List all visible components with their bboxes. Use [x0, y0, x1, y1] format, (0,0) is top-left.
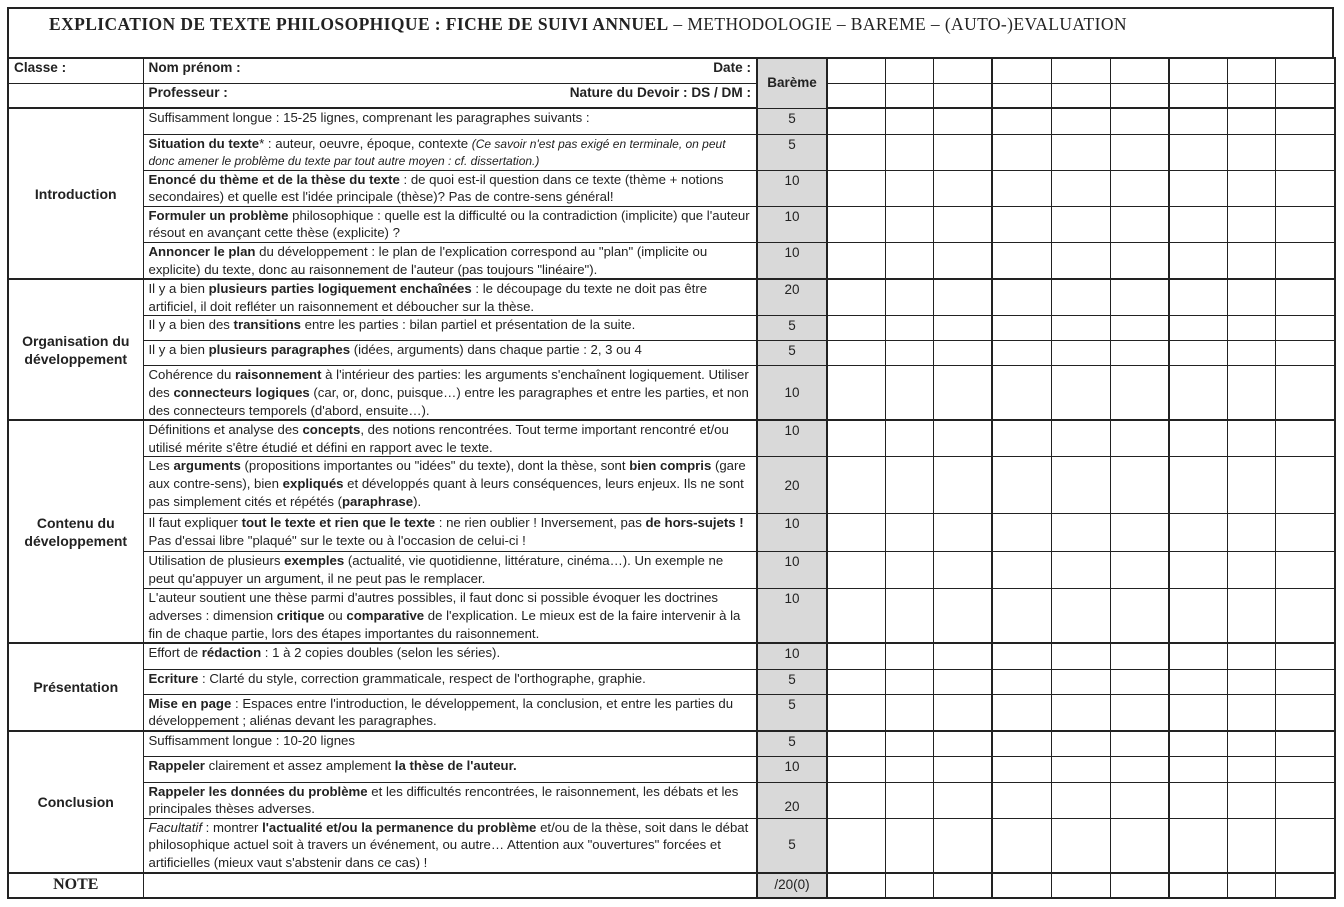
note-label: NOTE — [8, 873, 143, 898]
score-cell[interactable] — [1169, 457, 1227, 514]
criterion-text: Il y a bien plusieurs paragraphes (idées, arguments) dans chaque partie : 2, 3 ou 4 — [143, 341, 757, 366]
score-cell[interactable] — [1275, 134, 1335, 170]
criterion-row — [8, 134, 1335, 170]
score-cell[interactable] — [992, 457, 1051, 514]
score-cell[interactable] — [933, 170, 992, 206]
score-cell[interactable] — [1051, 873, 1110, 898]
score-cell[interactable] — [1110, 643, 1169, 669]
score-cell[interactable] — [1051, 420, 1110, 457]
score-cell[interactable] — [1169, 170, 1227, 206]
score-cell[interactable] — [827, 818, 885, 872]
score-cell[interactable] — [1110, 457, 1169, 514]
score-cell[interactable] — [1051, 170, 1110, 206]
criterion-row — [8, 782, 1335, 818]
score-cell[interactable] — [1051, 589, 1110, 643]
score-cell[interactable] — [1110, 818, 1169, 872]
score-cell[interactable] — [1051, 243, 1110, 280]
points-value: 5 — [757, 818, 827, 872]
nom-label: Nom prénom : — [148, 60, 241, 75]
score-cell[interactable] — [992, 731, 1051, 756]
score-cell[interactable] — [1227, 731, 1275, 756]
score-cell[interactable] — [1227, 643, 1275, 669]
score-cell[interactable] — [1051, 279, 1110, 316]
score-cell[interactable] — [885, 818, 933, 872]
score-cell[interactable] — [933, 731, 992, 756]
criterion-text: Rappeler clairement et assez amplement la thèse de l'auteur. — [143, 756, 757, 782]
score-cell[interactable] — [1275, 279, 1335, 316]
points-value: 5 — [757, 341, 827, 366]
score-cell[interactable] — [1275, 818, 1335, 872]
criterion-row — [8, 316, 1335, 341]
score-cell[interactable] — [933, 134, 992, 170]
score-cell[interactable] — [1051, 782, 1110, 818]
score-cell[interactable] — [1110, 420, 1169, 457]
points-value: 5 — [757, 669, 827, 694]
score-cell[interactable] — [827, 420, 885, 457]
criterion-text: L'auteur soutient une thèse parmi d'autres possibles, il faut donc si possible évoquer les doctrines adverses : dimension critique ou comparative de l'explication. Le mieux est de la faire intervenir à la fin de chaque partie, lors des étapes importantes du raisonnement. — [143, 589, 757, 643]
score-cell[interactable] — [885, 420, 933, 457]
score-cell[interactable] — [885, 341, 933, 366]
score-cell[interactable] — [1110, 782, 1169, 818]
criterion-row — [8, 457, 1335, 514]
score-cell[interactable] — [1275, 420, 1335, 457]
score-cell[interactable] — [827, 366, 885, 420]
score-cell[interactable] — [1051, 341, 1110, 366]
points-value: 10 — [757, 206, 827, 242]
score-cell[interactable] — [1169, 669, 1227, 694]
score-cell[interactable] — [1169, 782, 1227, 818]
score-cell[interactable] — [827, 316, 885, 341]
score-cell[interactable] — [992, 552, 1051, 589]
score-cell[interactable] — [1110, 341, 1169, 366]
score-cell[interactable] — [1275, 170, 1335, 206]
points-value: 20 — [757, 457, 827, 514]
evaluation-table — [7, 57, 1336, 899]
score-cell[interactable] — [1227, 457, 1275, 514]
score-cell[interactable] — [1051, 756, 1110, 782]
score-cell[interactable] — [1110, 279, 1169, 316]
score-cell[interactable] — [992, 694, 1051, 731]
score-cell[interactable] — [1051, 552, 1110, 589]
score-cell[interactable] — [827, 669, 885, 694]
score-cell[interactable] — [1051, 818, 1110, 872]
score-cell[interactable] — [1275, 756, 1335, 782]
score-cell[interactable] — [1275, 782, 1335, 818]
score-cell[interactable] — [1110, 134, 1169, 170]
score-cell[interactable] — [1227, 134, 1275, 170]
points-value: 10 — [757, 170, 827, 206]
score-cell[interactable] — [1227, 366, 1275, 420]
score-cell[interactable] — [1227, 818, 1275, 872]
criterion-text: Mise en page : Espaces entre l'introduction, le développement, la conclusion, et entre les parties du développement ; aliénas devant les paragraphes. — [143, 694, 757, 731]
criterion-text: Cohérence du raisonnement à l'intérieur des parties: les arguments s'enchaînent logiquement. Utiliser des connecteurs logiques (car, or, donc, puisque…) entre les paragraphes et entre les parties, et non des connecteurs temporels (d'abord, ensuite…). — [143, 366, 757, 420]
points-value: 10 — [757, 366, 827, 420]
score-cell[interactable] — [1169, 552, 1227, 589]
score-cell[interactable] — [1227, 108, 1275, 134]
criterion-row — [8, 694, 1335, 731]
score-cell[interactable] — [933, 366, 992, 420]
criterion-text: Il faut expliquer tout le texte et rien que le texte : ne rien oublier ! Inversement, pas de hors-sujets ! Pas d'essai libre "plaqué" sur le texte ou à l'occasion de celui-ci ! — [143, 514, 757, 552]
criterion-row — [8, 552, 1335, 589]
criterion-text: Rappeler les données du problème et les difficultés rencontrées, le raisonnement, les débats et les principales thèses adverses. — [143, 782, 757, 818]
score-cell[interactable] — [1227, 552, 1275, 589]
points-value: 5 — [757, 108, 827, 134]
score-cell[interactable] — [1227, 514, 1275, 552]
note-blank — [143, 873, 757, 898]
criterion-row — [8, 108, 1335, 134]
criterion-text: Facultatif : montrer l'actualité et/ou la permanence du problème et/ou de la thèse, soit dans le débat philosophique actuel soit à travers un événement, ou autre… Attention aux "ouvertures" forcées et artificielles (mieux vaut s'abstenir dans ce cas) ! — [143, 818, 757, 872]
score-cell[interactable] — [1227, 170, 1275, 206]
score-cell[interactable] — [992, 818, 1051, 872]
criterion-row — [8, 279, 1335, 316]
score-cell[interactable] — [827, 206, 885, 242]
score-cell[interactable] — [1275, 514, 1335, 552]
criterion-text: Définitions et analyse des concepts, des notions rencontrées. Tout terme important rencontré et/ou utilisé mérite s'être étudié et défini en rapport avec le texte. — [143, 420, 757, 457]
score-cell[interactable] — [827, 731, 885, 756]
score-cell[interactable] — [1169, 589, 1227, 643]
score-cell[interactable] — [1110, 316, 1169, 341]
score-cell[interactable] — [827, 134, 885, 170]
score-cell[interactable] — [933, 457, 992, 514]
score-cell[interactable] — [1275, 457, 1335, 514]
score-cell[interactable] — [1051, 206, 1110, 242]
criterion-text: Suffisamment longue : 10-20 lignes — [143, 731, 757, 756]
evaluation-sheet — [7, 7, 1334, 901]
score-cell[interactable] — [885, 316, 933, 341]
score-cell[interactable] — [1110, 206, 1169, 242]
score-cell[interactable] — [933, 552, 992, 589]
criterion-text: Situation du texte* : auteur, oeuvre, époque, contexte (Ce savoir n'est pas exigé en terminale, on peut donc amener le problème du texte par tout autre moyen : cf. dissertation.) — [143, 134, 757, 170]
score-cell[interactable] — [885, 694, 933, 731]
score-cell[interactable] — [1110, 243, 1169, 280]
criterion-row — [8, 243, 1335, 280]
score-cell[interactable] — [1275, 552, 1335, 589]
score-cell[interactable] — [992, 756, 1051, 782]
score-cell[interactable] — [885, 552, 933, 589]
points-value: 10 — [757, 514, 827, 552]
score-cell[interactable] — [1169, 134, 1227, 170]
score-cell[interactable] — [1169, 731, 1227, 756]
score-cell[interactable] — [1051, 134, 1110, 170]
score-cell[interactable] — [1110, 873, 1169, 898]
score-cell[interactable] — [885, 731, 933, 756]
section-label: Introduction — [8, 108, 143, 279]
score-cell[interactable] — [885, 589, 933, 643]
score-cell[interactable] — [827, 782, 885, 818]
score-cell[interactable] — [1169, 108, 1227, 134]
score-cell[interactable] — [1051, 316, 1110, 341]
score-cell[interactable] — [933, 669, 992, 694]
score-cell[interactable] — [1275, 366, 1335, 420]
score-cell[interactable] — [827, 552, 885, 589]
score-cell[interactable] — [885, 782, 933, 818]
score-cell[interactable] — [933, 782, 992, 818]
score-cell[interactable] — [1110, 366, 1169, 420]
note-value: /20(0) — [757, 873, 827, 898]
score-cell[interactable] — [885, 206, 933, 242]
score-cell[interactable] — [933, 514, 992, 552]
score-cell[interactable] — [827, 694, 885, 731]
score-cell[interactable] — [1110, 589, 1169, 643]
score-cell[interactable] — [885, 279, 933, 316]
score-cell[interactable] — [1227, 316, 1275, 341]
score-cell[interactable] — [885, 108, 933, 134]
score-cell[interactable] — [1169, 873, 1227, 898]
points-value: 5 — [757, 731, 827, 756]
score-cell[interactable] — [1227, 243, 1275, 280]
criterion-text: Annoncer le plan du développement : le plan de l'explication correspond au "plan" (implicite ou explicite) du texte, donc au raisonnement de l'auteur (pas toujours "linéaire"). — [143, 243, 757, 280]
score-cell[interactable] — [1051, 514, 1110, 552]
score-cell[interactable] — [992, 366, 1051, 420]
score-cell[interactable] — [1275, 243, 1335, 280]
criterion-text: Il y a bien des transitions entre les parties : bilan partiel et présentation de la suite. — [143, 316, 757, 341]
score-cell[interactable] — [992, 243, 1051, 280]
score-cell[interactable] — [1275, 643, 1335, 669]
score-cell[interactable] — [1275, 731, 1335, 756]
score-cell[interactable] — [992, 170, 1051, 206]
score-cell[interactable] — [1169, 818, 1227, 872]
criterion-row — [8, 643, 1335, 669]
criterion-text: Effort de rédaction : 1 à 2 copies doubles (selon les séries). — [143, 643, 757, 669]
score-cell[interactable] — [1275, 206, 1335, 242]
score-cell[interactable] — [1227, 694, 1275, 731]
criterion-row — [8, 514, 1335, 552]
score-cell[interactable] — [885, 170, 933, 206]
score-cell[interactable] — [1169, 420, 1227, 457]
score-cell[interactable] — [933, 694, 992, 731]
score-cell[interactable] — [992, 514, 1051, 552]
classe-label: Classe : — [8, 58, 143, 83]
score-cell[interactable] — [827, 170, 885, 206]
date-label: Date : — [713, 60, 751, 75]
criterion-text: Enoncé du thème et de la thèse du texte : de quoi est-il question dans ce texte (thème + notions secondaires) et quelle est l'idée principale (thèse)? Pas de contre-sens général! — [143, 170, 757, 206]
score-cell[interactable] — [992, 669, 1051, 694]
criterion-text: Il y a bien plusieurs parties logiquement enchaînées : le découpage du texte ne doit pas être artificiel, il doit refléter un raisonnement et déboucher sur la thèse. — [143, 279, 757, 316]
score-cell[interactable] — [933, 818, 992, 872]
score-cell[interactable] — [1227, 756, 1275, 782]
criterion-row — [8, 420, 1335, 457]
score-cell[interactable] — [1275, 589, 1335, 643]
score-cell[interactable] — [1169, 756, 1227, 782]
points-value: 5 — [757, 134, 827, 170]
score-cell[interactable] — [827, 514, 885, 552]
score-cell[interactable] — [885, 756, 933, 782]
criterion-text: Ecriture : Clarté du style, correction grammaticale, respect de l'orthographe, graphie. — [143, 669, 757, 694]
score-cell[interactable] — [1110, 731, 1169, 756]
score-cell[interactable] — [1169, 206, 1227, 242]
points-value: 5 — [757, 316, 827, 341]
score-cell[interactable] — [827, 108, 885, 134]
score-cell[interactable] — [1051, 669, 1110, 694]
score-cell[interactable] — [827, 589, 885, 643]
score-cell[interactable] — [992, 782, 1051, 818]
score-cell[interactable] — [992, 206, 1051, 242]
nature-label: Nature du Devoir : DS / DM : — [569, 84, 751, 100]
score-cell[interactable] — [827, 457, 885, 514]
score-cell[interactable] — [1110, 552, 1169, 589]
score-cell[interactable] — [1051, 694, 1110, 731]
score-cell[interactable] — [992, 316, 1051, 341]
professeur-label: Professeur : — [148, 84, 228, 100]
criterion-row — [8, 731, 1335, 756]
score-cell[interactable] — [933, 206, 992, 242]
points-value: 10 — [757, 420, 827, 457]
score-cell[interactable] — [827, 756, 885, 782]
score-cell[interactable] — [933, 756, 992, 782]
score-cell[interactable] — [1051, 366, 1110, 420]
score-cell[interactable] — [1275, 873, 1335, 898]
score-cell[interactable] — [1227, 279, 1275, 316]
score-cell[interactable] — [885, 243, 933, 280]
score-cell[interactable] — [992, 134, 1051, 170]
score-cell[interactable] — [1169, 279, 1227, 316]
score-cell[interactable] — [933, 873, 992, 898]
score-cell[interactable] — [1275, 316, 1335, 341]
score-cell[interactable] — [1110, 694, 1169, 731]
score-cell[interactable] — [933, 243, 992, 280]
score-cell[interactable] — [885, 134, 933, 170]
score-cell[interactable] — [1169, 694, 1227, 731]
points-value: 10 — [757, 552, 827, 589]
score-cell[interactable] — [933, 643, 992, 669]
score-cell[interactable] — [1275, 694, 1335, 731]
criterion-text: Suffisamment longue : 15-25 lignes, comprenant les paragraphes suivants : — [143, 108, 757, 134]
points-value: 10 — [757, 756, 827, 782]
score-cell[interactable] — [1169, 514, 1227, 552]
score-cell[interactable] — [1051, 731, 1110, 756]
score-cell[interactable] — [885, 514, 933, 552]
score-cell[interactable] — [827, 643, 885, 669]
score-cell[interactable] — [1227, 206, 1275, 242]
page-title: EXPLICATION DE TEXTE PHILOSOPHIQUE : FICHE DE SUIVI ANNUEL – METHODOLOGIE – BAREME – (AUTO-)EVALUATION — [49, 14, 1127, 34]
score-cell[interactable] — [992, 341, 1051, 366]
score-cell[interactable] — [885, 643, 933, 669]
score-cell[interactable] — [1110, 756, 1169, 782]
score-cell[interactable] — [1051, 108, 1110, 134]
criterion-row — [8, 818, 1335, 872]
score-cell[interactable] — [1169, 316, 1227, 341]
points-value: 10 — [757, 643, 827, 669]
score-cell[interactable] — [992, 279, 1051, 316]
score-cell[interactable] — [992, 108, 1051, 134]
section-label: Organisation du développement — [8, 279, 143, 420]
score-cell[interactable] — [992, 873, 1051, 898]
score-cell[interactable] — [1227, 873, 1275, 898]
criterion-text: Utilisation de plusieurs exemples (actualité, vie quotidienne, littérature, cinéma…). Un exemple ne peut qu'appuyer un argument, il ne peut pas le remplacer. — [143, 552, 757, 589]
criterion-text: Les arguments (propositions importantes ou "idées" du texte), dont la thèse, sont bien compris (gare aux contre-sens), bien expliqués et développés quant à leurs conséquences, leurs enjeux. Ils ne sont pas simplement cités et répétés (paraphrase). — [143, 457, 757, 514]
points-value: 20 — [757, 782, 827, 818]
score-cell[interactable] — [933, 316, 992, 341]
score-cell[interactable] — [1169, 366, 1227, 420]
score-cell[interactable] — [1110, 108, 1169, 134]
score-cell[interactable] — [885, 669, 933, 694]
title-box — [7, 7, 1334, 57]
score-cell[interactable] — [1227, 589, 1275, 643]
score-cell[interactable] — [1275, 669, 1335, 694]
score-cell[interactable] — [827, 873, 885, 898]
score-cell[interactable] — [827, 243, 885, 280]
section-label: Présentation — [8, 643, 143, 731]
criterion-row — [8, 366, 1335, 420]
score-cell[interactable] — [1227, 420, 1275, 457]
section-label: Contenu du développement — [8, 420, 143, 643]
criterion-row — [8, 341, 1335, 366]
points-value: 10 — [757, 589, 827, 643]
score-cell[interactable] — [933, 589, 992, 643]
score-cell[interactable] — [933, 341, 992, 366]
score-cell[interactable] — [992, 420, 1051, 457]
note-row — [8, 873, 1335, 898]
score-cell[interactable] — [1110, 669, 1169, 694]
score-cell[interactable] — [992, 643, 1051, 669]
score-cell[interactable] — [1110, 170, 1169, 206]
score-cell[interactable] — [1275, 108, 1335, 134]
criterion-row — [8, 170, 1335, 206]
score-cell[interactable] — [1110, 514, 1169, 552]
score-cell[interactable] — [1051, 457, 1110, 514]
score-cell[interactable] — [885, 457, 933, 514]
score-cell[interactable] — [1051, 643, 1110, 669]
bareme-header: Barème — [757, 58, 827, 108]
criterion-row — [8, 756, 1335, 782]
score-cell[interactable] — [1227, 669, 1275, 694]
score-cell[interactable] — [885, 366, 933, 420]
score-cell[interactable] — [1169, 243, 1227, 280]
score-cell[interactable] — [1227, 782, 1275, 818]
score-cell[interactable] — [1275, 341, 1335, 366]
score-cell[interactable] — [827, 279, 885, 316]
points-value: 20 — [757, 279, 827, 316]
score-cell[interactable] — [1169, 643, 1227, 669]
criterion-row — [8, 206, 1335, 242]
score-cell[interactable] — [827, 341, 885, 366]
section-label: Conclusion — [8, 731, 143, 872]
criterion-row — [8, 589, 1335, 643]
points-value: 10 — [757, 243, 827, 280]
points-value: 5 — [757, 694, 827, 731]
criterion-text: Formuler un problème philosophique : quelle est la difficulté ou la contradiction (implicite) que l'auteur résout en avançant cette thèse (explicite) ? — [143, 206, 757, 242]
score-cell[interactable] — [885, 873, 933, 898]
criterion-row — [8, 669, 1335, 694]
score-cell[interactable] — [933, 108, 992, 134]
score-cell[interactable] — [992, 589, 1051, 643]
score-cell[interactable] — [933, 420, 992, 457]
score-cell[interactable] — [1169, 341, 1227, 366]
score-cell[interactable] — [1227, 341, 1275, 366]
score-cell[interactable] — [933, 279, 992, 316]
